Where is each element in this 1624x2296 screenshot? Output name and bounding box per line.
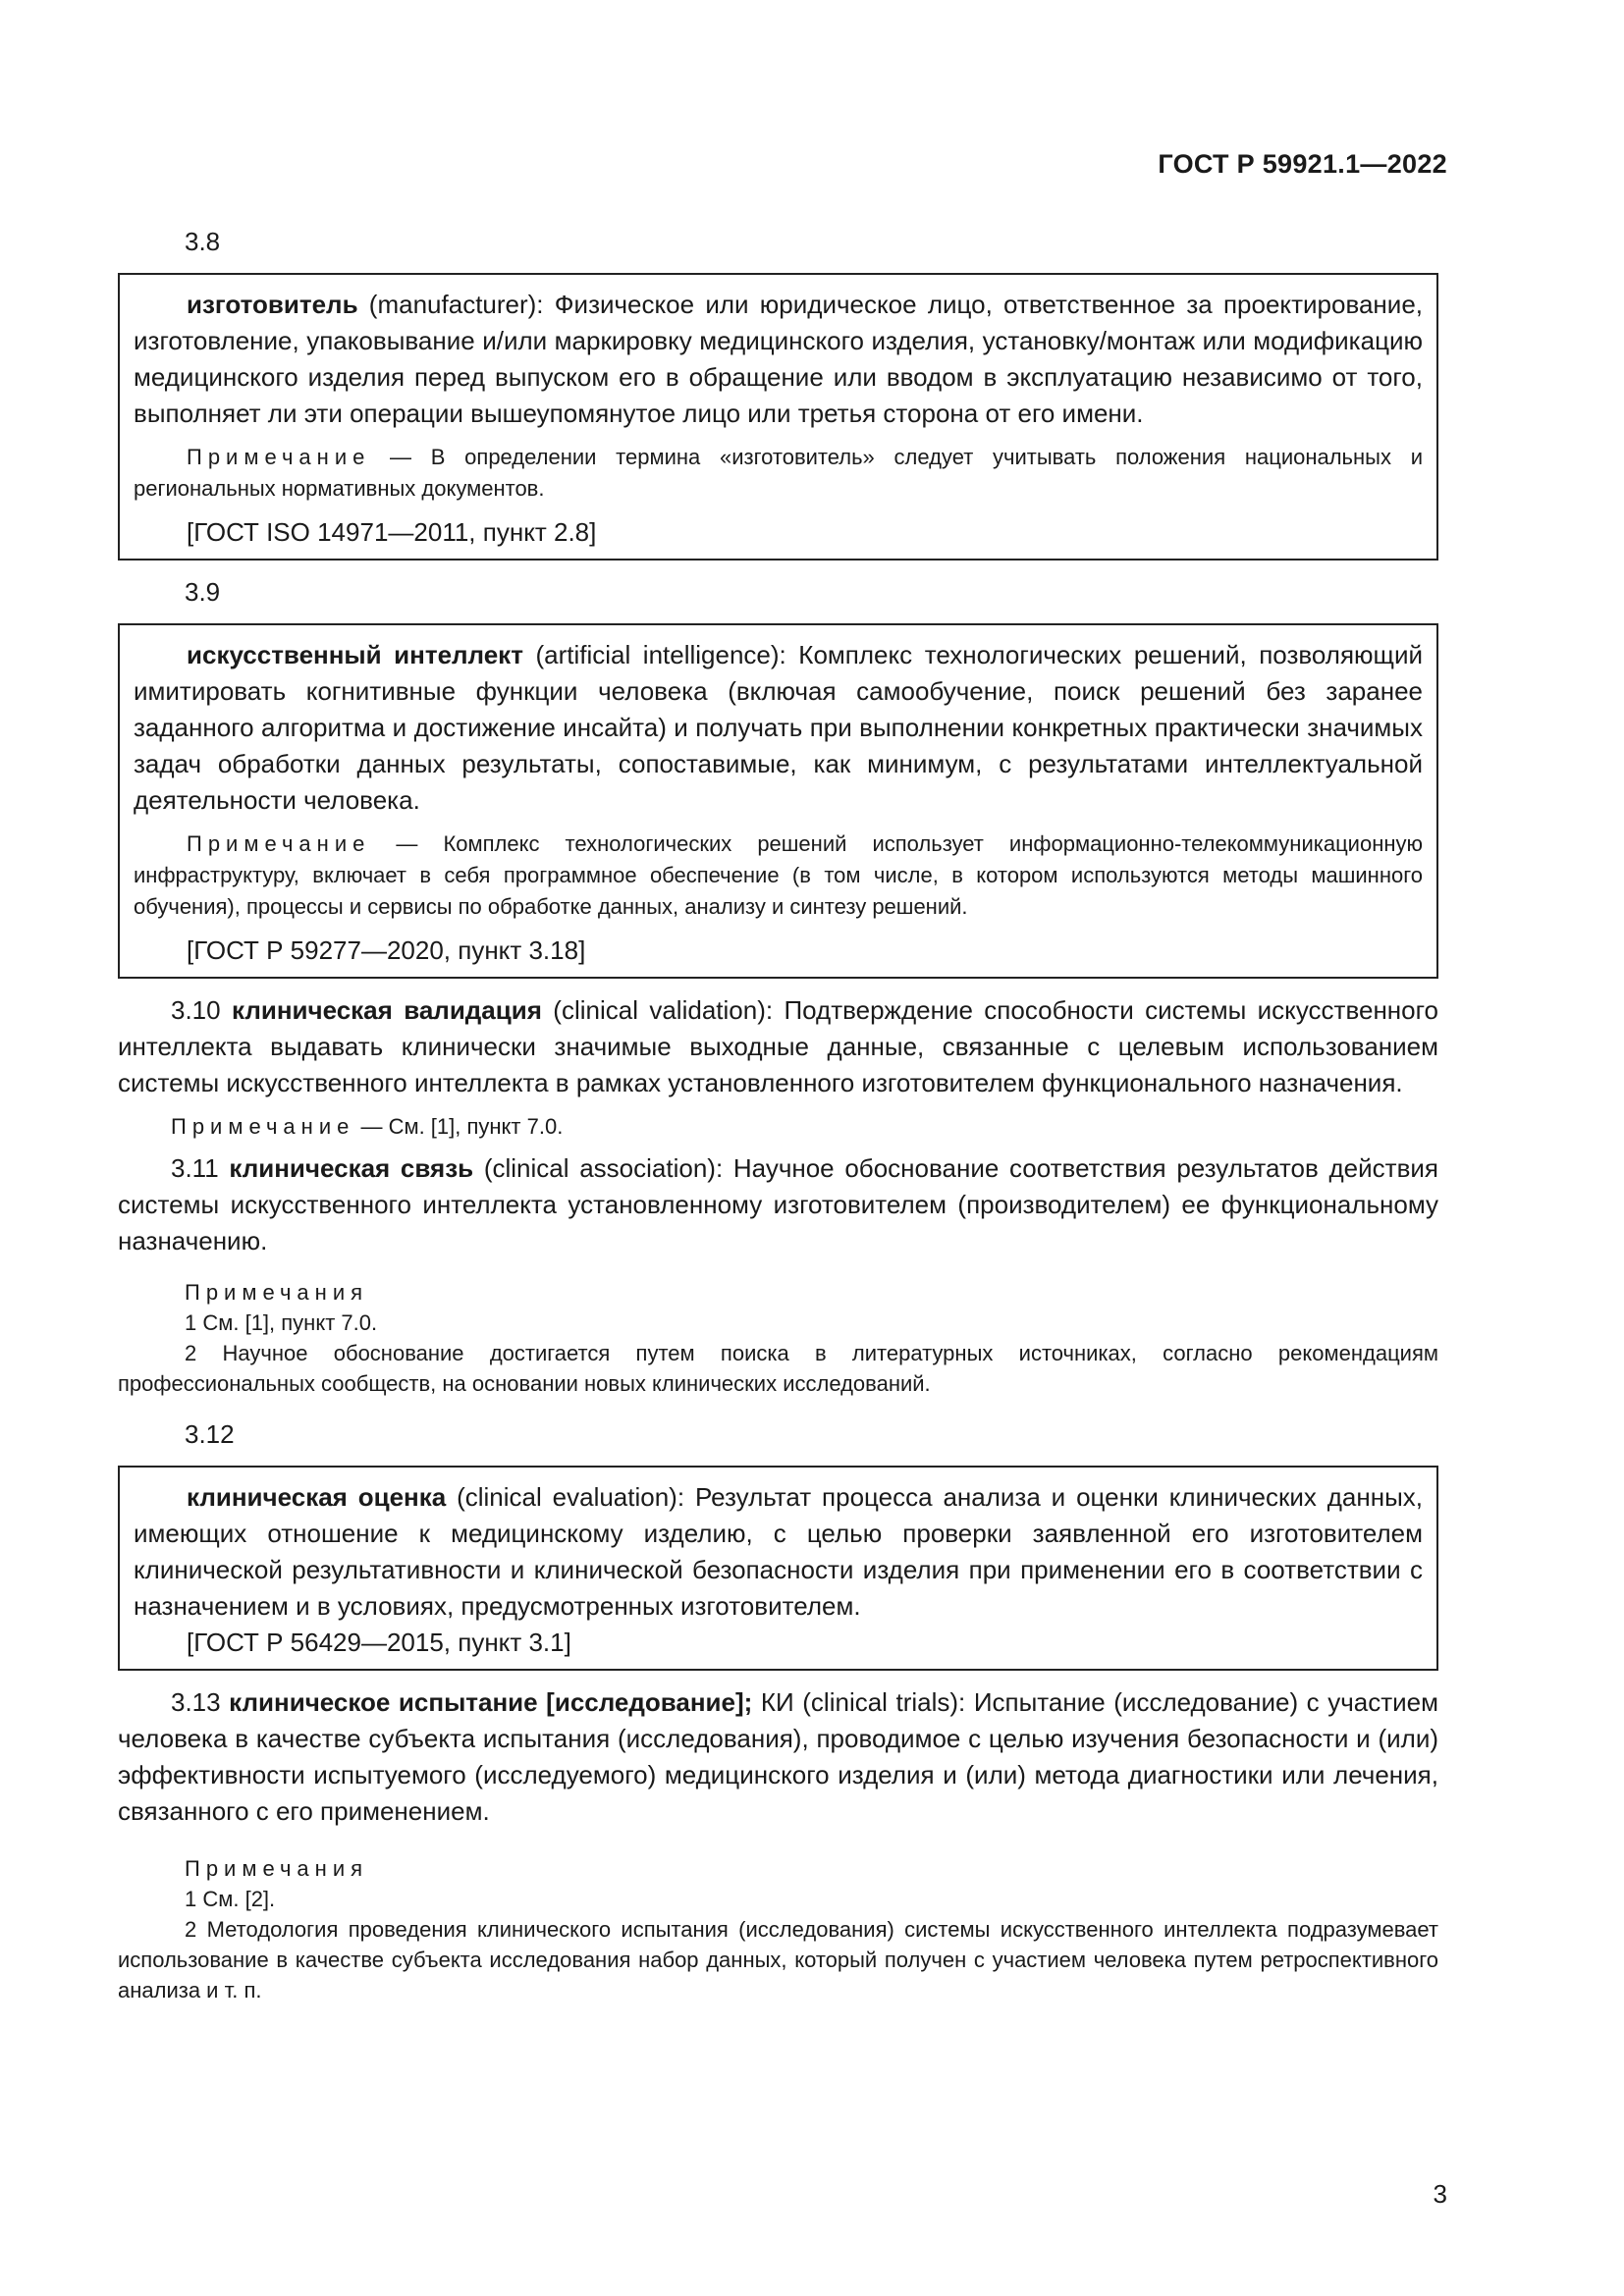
term: изготовитель	[187, 290, 358, 319]
note-text: — Комплекс технологических решений использует информационно-телекоммуникационную инфраструктуру, включает в себя программное обеспечение (в том числе, в котором используются методы машинного обучения), процессы и сервисы по обработке данных, анализу и синтезу решений.	[134, 831, 1423, 919]
entry-number: 3.10	[171, 995, 232, 1025]
note	[118, 1111, 1438, 1143]
note-label: Примечание	[171, 1114, 355, 1139]
definition-3-13	[118, 1684, 1438, 1830]
definition-3-11	[118, 1150, 1438, 1259]
content	[118, 224, 1438, 2005]
definition	[134, 287, 1423, 432]
definition-box-3-9	[118, 623, 1438, 979]
source-reference: [ГОСТ Р 56429—2015, пункт 3.1]	[187, 1628, 571, 1657]
term: клиническая оценка	[187, 1482, 447, 1512]
document-header: ГОСТ Р 59921.1—2022	[1158, 149, 1447, 179]
source-reference: [ГОСТ ISO 14971—2011, пункт 2.8]	[187, 517, 597, 547]
entry-number: 3.9	[185, 577, 221, 607]
term: клиническая связь	[229, 1153, 474, 1183]
note	[134, 828, 1423, 923]
note-item: 1 См. [1], пункт 7.0.	[185, 1310, 378, 1335]
note-text: — В определении термина «изготовитель» следует учитывать положения национальных и региональных нормативных документов.	[134, 445, 1423, 501]
note	[134, 442, 1423, 505]
definition-box-3-8	[118, 273, 1438, 561]
definition-text: (artificial intelligence): Комплекс технологических решений, позволяющий имитировать когнитивные функции человека (включая самообучение, поиск решений без заранее заданного алгоритма и достижение инсайта) и получать при выполнении конкретных практически значимых задач обработки данных результаты, сопоставимые, как минимум, с результатами интеллектуальной деятельности человека.	[134, 640, 1423, 815]
definition	[134, 1479, 1423, 1625]
notes-title: Примечания	[185, 1280, 369, 1305]
definition-text: (clinical evaluation): Результат процесса анализа и оценки клинических данных, имеющих отношение к медицинскому изделию, с целью проверки заявленной его изготовителем клинической результативности и клинической безопасности изделия при применении его в соответствии с назначением и в условиях, предусмотренных изготовителем.	[134, 1482, 1424, 1621]
page-number: 3	[1433, 2179, 1447, 2209]
definition	[134, 637, 1423, 819]
note-item: 1 См. [2].	[185, 1887, 276, 1911]
entry-number: 3.8	[185, 227, 221, 256]
term: клиническая валидация	[231, 995, 542, 1025]
note-text: — См. [1], пункт 7.0.	[354, 1114, 564, 1139]
note-item: 2 Научное обоснование достигается путем поиска в литературных источниках, согласно рекомендациям профессиональных сообществ, на основании новых клинических исследований.	[118, 1341, 1438, 1396]
entry-number: 3.12	[185, 1419, 235, 1449]
term: клиническое испытание [исследование];	[229, 1687, 753, 1717]
term: искусственный интеллект	[187, 640, 523, 669]
definition-3-10	[118, 992, 1438, 1101]
definition-box-3-12	[118, 1466, 1438, 1671]
notes-title: Примечания	[185, 1856, 369, 1881]
entry-number: 3.13	[171, 1687, 230, 1717]
entry-number: 3.11	[171, 1153, 230, 1183]
note-item: 2 Методология проведения клинического испытания (исследования) системы искусственного интеллекта подразумевает использование в качестве субъекта исследования набор данных, который получен с участием человека путем ретроспективного анализа и т. п.	[118, 1917, 1438, 2002]
definition-text: (clinical validation): Подтверждение способности системы искусственного интеллекта выдавать клинически значимые выходные данные, связанные с целевым использованием системы искусственного интеллекта в рамках установленного изготовителем функционального назначения.	[118, 995, 1438, 1097]
note-label: Примечание	[187, 831, 371, 856]
note-label: Примечание	[187, 445, 371, 469]
source-reference: [ГОСТ Р 59277—2020, пункт 3.18]	[187, 935, 586, 965]
definition-text: (clinical association): Научное обоснование соответствия результатов действия системы искусственного интеллекта установленному изготовителем (производителем) ее функциональному назначению.	[118, 1153, 1438, 1255]
definition-text: КИ (clinical trials): Испытание (исследование) с участием человека в качестве субъекта испытания (исследования), проводимое с целью изучения безопасности и (или) эффективности испытуемого (исследуемого) медицинского изделия и (или) метода диагностики или лечения, связанного с его применением.	[118, 1687, 1439, 1826]
definition-text: (manufacturer): Физическое или юридическое лицо, ответственное за проектирование, изготовление, упаковывание и/или маркировку медицинского изделия, установку/монтаж или модификацию медицинского изделия перед выпуском его в обращение или вводом в эксплуатацию независимо от того, выполняет ли эти операции вышеупомянутое лицо или третья сторона от его имени.	[134, 290, 1423, 428]
